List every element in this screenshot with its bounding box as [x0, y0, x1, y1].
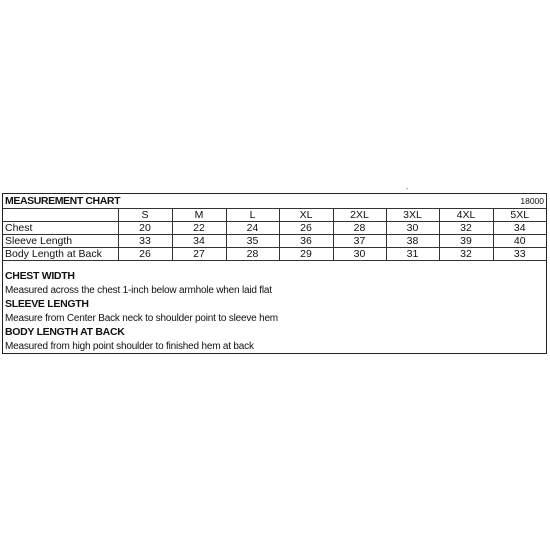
table-cell: 20 [118, 222, 172, 235]
table-cell: 28 [333, 222, 386, 235]
table-cell: 33 [493, 248, 546, 261]
table-cell: 22 [172, 222, 226, 235]
size-header: L [226, 209, 279, 222]
table-row-chest [3, 222, 546, 235]
table-cell: 27 [172, 248, 226, 261]
table-cell: 35 [226, 235, 279, 248]
table-cell: 29 [279, 248, 333, 261]
row-label: Sleeve Length [3, 235, 118, 248]
definition-heading-chest-width: CHEST WIDTH [5, 270, 75, 282]
table-cell: 31 [386, 248, 439, 261]
definition-heading-sleeve-length: SLEEVE LENGTH [5, 298, 89, 310]
product-code: 18000 [520, 196, 544, 206]
table-cell: 26 [118, 248, 172, 261]
chart-title: MEASUREMENT CHART [5, 195, 121, 207]
measurement-definitions [3, 270, 546, 354]
table-cell: 38 [386, 235, 439, 248]
table-cell: 36 [279, 235, 333, 248]
table-cell: 28 [226, 248, 279, 261]
definition-heading-body-length: BODY LENGTH AT BACK [5, 326, 125, 338]
table-cell: 26 [279, 222, 333, 235]
row-label: Chest [3, 222, 118, 235]
definition-text-chest-width: Measured across the chest 1-inch below armhole when laid flat [5, 285, 272, 296]
corner-cell [3, 209, 118, 222]
table-cell: 32 [439, 248, 493, 261]
size-header: 4XL [439, 209, 493, 222]
size-header: XL [279, 209, 333, 222]
size-header: 2XL [333, 209, 386, 222]
size-header: 5XL [493, 209, 546, 222]
stray-mark: - [406, 186, 409, 193]
table-cell: 34 [172, 235, 226, 248]
chart-header [3, 194, 546, 208]
size-table [3, 208, 546, 261]
size-header-row [3, 209, 546, 222]
row-label: Body Length at Back [3, 248, 118, 261]
table-cell: 33 [118, 235, 172, 248]
table-cell: 40 [493, 235, 546, 248]
size-header: 3XL [386, 209, 439, 222]
table-cell: 30 [386, 222, 439, 235]
table-cell: 24 [226, 222, 279, 235]
table-cell: 37 [333, 235, 386, 248]
size-header: M [172, 209, 226, 222]
definition-text-sleeve-length: Measure from Center Back neck to shoulder point to sleeve hem [5, 313, 278, 324]
measurement-chart [2, 193, 547, 354]
table-row-sleeve-length [3, 235, 546, 248]
table-cell: 30 [333, 248, 386, 261]
table-row-body-length [3, 248, 546, 261]
table-cell: 39 [439, 235, 493, 248]
definition-text-body-length: Measured from high point shoulder to finished hem at back [5, 341, 254, 352]
size-header: S [118, 209, 172, 222]
table-cell: 32 [439, 222, 493, 235]
table-cell: 34 [493, 222, 546, 235]
